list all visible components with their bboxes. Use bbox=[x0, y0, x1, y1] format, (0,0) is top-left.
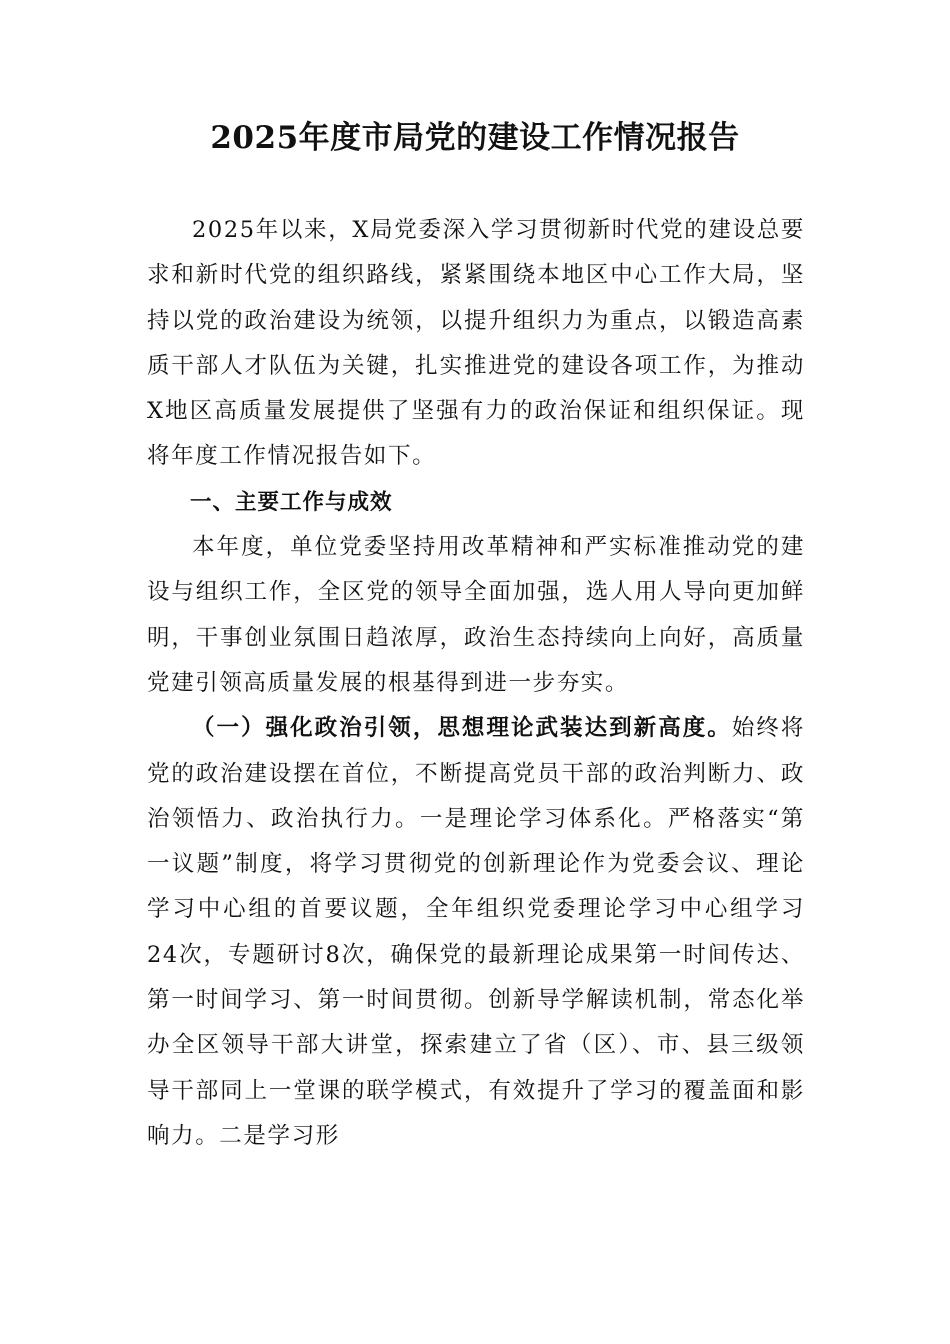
subsection-heading: （一）强化政治引领，思想理论武装达到新高度。 bbox=[192, 715, 732, 742]
document-title: 2025年度市局党的建设工作情况报告 bbox=[210, 120, 740, 156]
document-body bbox=[147, 208, 805, 1159]
intro-paragraph: 2025年以来，X局党委深入学习贯彻新时代党的建设总要求和新时代党的组织路线，紧紧围绕本地区中心工作大局，坚持以党的政治建设为统领，以提升组织力为重点，以锻造高素质干部人才队伍为关键，扎实推进党的建设各项工作，为推动X地区高质量发展提供了坚强有力的政治保证和组织保证。现将年度工作情况报告如下。 bbox=[147, 217, 805, 470]
subsection-body: 始终将党的政治建设摆在首位，不断提高党员干部的政治判断力、政治领悟力、政治执行力。一是理论学习体系化。严格落实“第一议题”制度，将学习贯彻党的创新理论作为党委会议、理论学习中心组的首要议题，全年组织党委理论学习中心组学习24次，专题研讨8次，确保党的最新理论成果第一时间传达、第一时间学习、第一时间贯彻。创新导学解读机制，常态化举办全区领导干部大讲堂，探索建立了省（区）、市、县三级领导干部同上一堂课的联学模式，有效提升了学习的覆盖面和影响力。二是学习形 bbox=[147, 715, 805, 1149]
subsection-paragraph bbox=[147, 706, 805, 1159]
section-heading: 一、主要工作与成效 bbox=[190, 489, 393, 515]
section-paragraph: 本年度，单位党委坚持用改革精神和严实标准推动党的建设与组织工作，全区党的领导全面加强，选人用人导向更加鲜明，干事创业氛围日趋浓厚，政治生态持续向上向好，高质量党建引领高质量发展的根基得到进一步夯实。 bbox=[147, 534, 805, 696]
